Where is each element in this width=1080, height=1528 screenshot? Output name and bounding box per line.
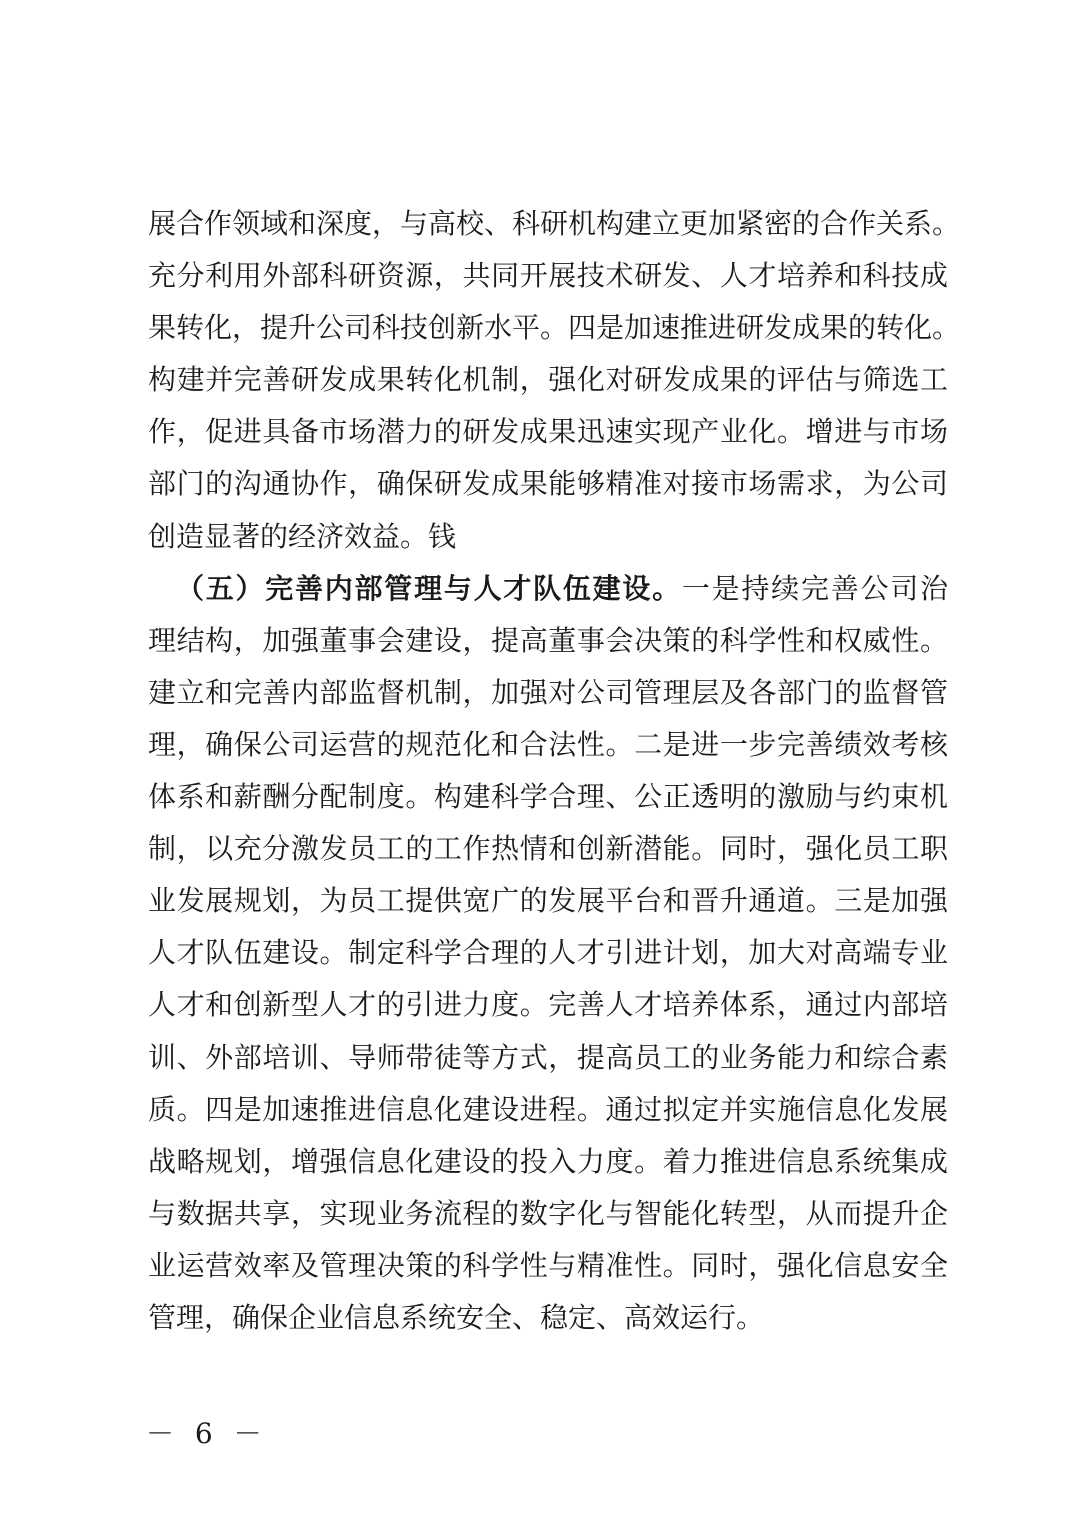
text-line: 业运营效率及管理决策的科学性与精准性。同时，强化信息安全 [148, 1248, 948, 1282]
text-line: 创造显著的经济效益。钱 [148, 519, 457, 553]
text-line: 业发展规划，为员工提供宽广的发展平台和晋升通道。三是加强 [148, 884, 948, 918]
text-line: 体系和薪酬分配制度。构建科学合理、公正透明的激励与约束机 [148, 780, 948, 814]
text-line: 质。四是加速推进信息化建设进程。通过拟定并实施信息化发展 [148, 1092, 948, 1126]
section-heading-rest: 一是持续完善公司治 [681, 571, 948, 605]
text-line: 理，确保公司运营的规范化和合法性。二是进一步完善绩效考核 [148, 727, 948, 761]
text-line: 果转化，提升公司科技创新水平。四是加速推进研发成果的转化。 [148, 311, 961, 345]
text-line: 战略规划，增强信息化建设的投入力度。着力推进信息系统集成 [148, 1144, 948, 1178]
text-line: 理结构，加强董事会建设，提高董事会决策的科学性和权威性。 [148, 623, 948, 657]
section-heading-line [148, 563, 948, 615]
text-line: 人才和创新型人才的引进力度。完善人才培养体系，通过内部培 [148, 988, 948, 1022]
body-text [148, 198, 961, 1344]
text-line: 管理，确保企业信息系统安全、稳定、高效运行。 [148, 1300, 765, 1334]
text-line: 展合作领域和深度，与高校、科研机构建立更加紧密的合作关系。 [148, 207, 961, 240]
text-line: 训、外部培训、导师带徒等方式，提高员工的业务能力和综合素 [148, 1040, 948, 1074]
text-line: 人才队伍建设。制定科学合理的人才引进计划，加大对高端专业 [148, 936, 948, 970]
text-line: 充分利用外部科研资源，共同开展技术研发、人才培养和科技成 [148, 259, 948, 293]
text-line: 制，以充分激发员工的工作热情和创新潜能。同时，强化员工职 [148, 832, 948, 866]
text-line: 构建并完善研发成果转化机制，强化对研发成果的评估与筛选工 [148, 363, 948, 397]
text-line: 与数据共享，实现业务流程的数字化与智能化转型，从而提升企 [148, 1196, 948, 1230]
text-line: 作，促进具备市场潜力的研发成果迅速实现产业化。增进与市场 [148, 415, 948, 449]
text-line: 建立和完善内部监督机制，加强对公司管理层及各部门的监督管 [148, 675, 948, 709]
section-heading: （五）完善内部管理与人才队伍建设。 [176, 571, 682, 605]
page-number: － 6 － [146, 1417, 268, 1450]
text-line: 部门的沟通协作，确保研发成果能够精准对接市场需求，为公司 [148, 467, 948, 501]
